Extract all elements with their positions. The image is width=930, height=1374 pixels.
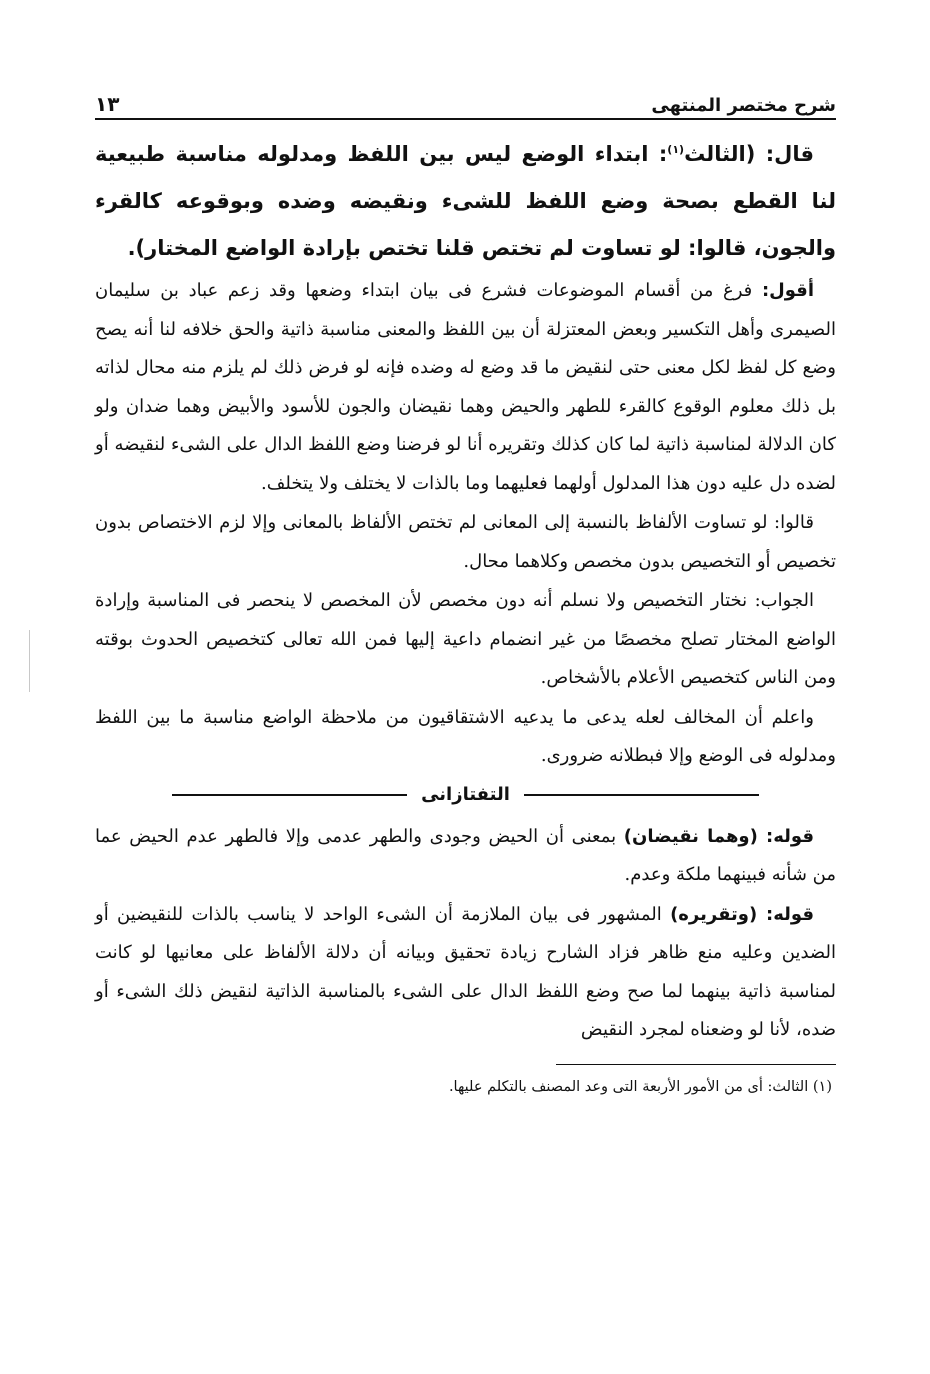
footnote-rule (556, 1064, 836, 1065)
footnote: (١) الثالث: أى من الأمور الأربعة التى وعد المصنف بالتكلم عليها. (448, 1078, 832, 1095)
sharh-section (95, 272, 836, 776)
matn-text: : ابتداء الوضع ليس بين اللفظ ومدلوله مناسبة طبيعية لنا القطع بصحة وضع اللفظ للشىء ونقيضه وضده وبوقوعه كالقرء والجون، قالوا: لو تساوت لم تختص قلنا تختص بإرادة الواضع المختار). (95, 142, 836, 260)
sharh-paragraph-3: الجواب: نختار التخصيص ولا نسلم أنه دون مخصص لأن المخصص لا ينحصر فى المناسبة وإرادة الواضع المختار تصلح مخصصًا من غير انضمام داعية إليها فمن الله تعالى كتخصيص الحدوث بوقته ومن الناس كتخصيص الأعلام بالأشخاص. (95, 590, 836, 688)
hashiya-paragraph-1 (95, 818, 836, 895)
matn-paragraph (95, 126, 836, 272)
hashiya-section (95, 818, 836, 1050)
sharh-paragraph-2: قالوا: لو تساوت الألفاظ بالنسبة إلى المعانى لم تختص الألفاظ بالمعانى وإلا لزم الاختصاص بدون تخصيص أو التخصيص بدون مخصص وكلاهما محال. (95, 512, 836, 572)
section-divider (95, 776, 836, 814)
hashiya-lead-1: قوله: (وهما نقيضان) (623, 825, 814, 847)
sharh-paragraph-1 (95, 272, 836, 503)
hashiya-text-1: بمعنى أن الحيض وجودى والطهر عدمى وإلا فالطهر عدم الحيض عما من شأنه فبينهما ملكة وعدم. (95, 825, 836, 885)
divider-line-left (172, 794, 407, 796)
matn-lead: قال: (الثالث (684, 142, 814, 166)
header-title: شرح مختصر المنتهى (651, 95, 836, 116)
page-number: ١٣ (95, 92, 120, 116)
divider-line-right (524, 794, 759, 796)
hashiya-text-2: المشهور فى بيان الملازمة أن الشىء الواحد لا يناسب بالذات للنقيضين أو الضدين وعليه منع ظاهر فزاد الشارح زيادة تحقيق وبيانه أن دلالة الألفاظ على معانيها لو كانت لمناسبة ذاتية بينهما لما صح وضع اللفظ الدال على الشىء بالمناسبة الذاتية لنقيض ذلك الشىء أو ضده، لأنا لو وضعناه لمجرد النقيض (95, 903, 836, 1040)
hashiya-lead-2: قوله: (وتقريره) (670, 903, 814, 925)
sharh-lead-aqulu: أقول: (761, 280, 814, 301)
scan-margin-mark (29, 630, 30, 692)
sharh-paragraph-4: واعلم أن المخالف لعله يدعى ما يدعيه الاشتقاقيون من ملاحظة الواضع مناسبة ما بين اللفظ ومدلوله فى الوضع وإلا فبطلانه ضرورى. (95, 706, 836, 766)
hashiya-paragraph-2 (95, 896, 836, 1050)
running-header (95, 78, 836, 120)
page (95, 78, 836, 1099)
footnote-reference-mark: (١) (667, 143, 685, 156)
divider-label: التفتازانى (421, 784, 510, 805)
sharh-text-1: فرغ من أقسام الموضوعات فشرع فى بيان ابتداء وضعها وقد زعم عباد بن سليمان الصيمرى وأهل التكسير وبعض المعتزلة أن بين اللفظ والمعنى مناسبة ذاتية والحق خلافه لنا أنه يصح وضع كل لفظ لكل معنى حتى لنقيض ما قد وضع له وضده فإنه لو فرض ذلك لم يلزم منه محال لذاته بل ذلك معلوم الوقوع كالقرء للطهر والحيض وهما نقيضان والجون للأسود والأبيض وهما ضدان ولو كان الدلالة لمناسبة ذاتية لما كان كذلك وتقريره أنا لو فرضنا وضع اللفظ الدال على الشىء لنقيضه أو لضده دل عليه دون هذا المدلول أولهما فعليهما وما بالذات لا يختلف ولا يتخلف. (95, 280, 836, 494)
